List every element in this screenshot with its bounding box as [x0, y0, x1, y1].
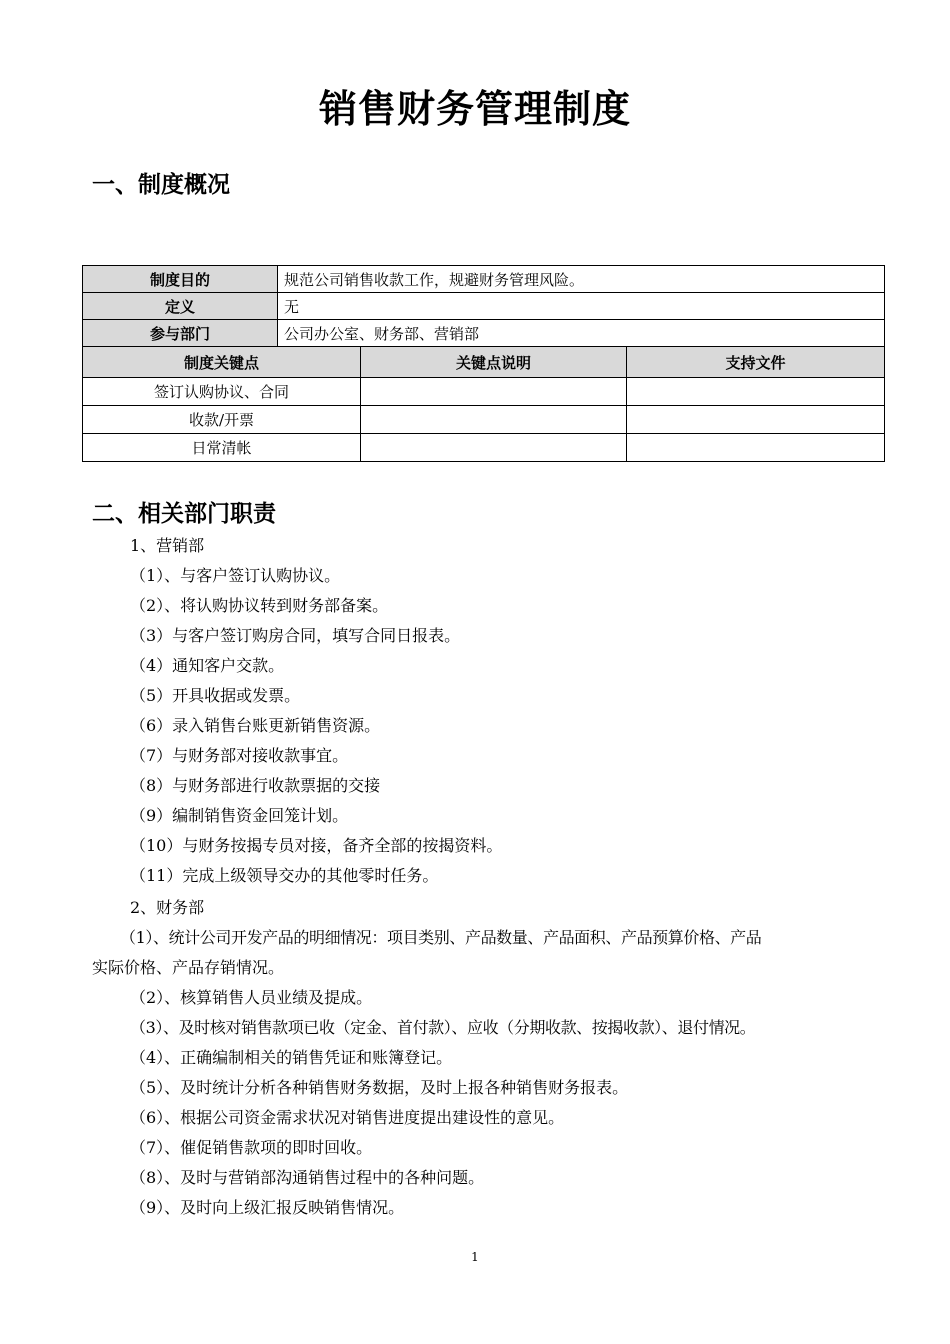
docs-cell [627, 434, 885, 462]
desc-cell [361, 406, 627, 434]
list-item-continuation: 实际价格、产品存销情况。 [92, 958, 285, 977]
list-item: （3）与客户签订购房合同，填写合同日报表。 [130, 626, 461, 645]
desc-cell [361, 434, 627, 462]
keypoint-cell: 日常清帐 [83, 434, 361, 462]
table-row [83, 293, 885, 320]
keypoint-cell: 签订认购协议、合同 [83, 378, 361, 406]
section-heading-responsibilities: 二、相关部门职责 [92, 501, 276, 527]
definition-value: 无 [278, 293, 885, 320]
list-item: （5）、及时统计分析各种销售财务数据，及时上报各种销售财务报表。 [130, 1078, 629, 1097]
list-item: （5）开具收据或发票。 [130, 686, 301, 705]
list-item: （4）通知客户交款。 [130, 656, 285, 675]
finance-dept-title: 2、财务部 [130, 898, 205, 917]
list-item: （6）、根据公司资金需求状况对销售进度提出建设性的意见。 [130, 1108, 565, 1127]
desc-cell [361, 378, 627, 406]
purpose-value: 规范公司销售收款工作，规避财务管理风险。 [278, 266, 885, 293]
document-title: 销售财务管理制度 [318, 87, 631, 131]
list-item: （10）与财务按揭专员对接，备齐全部的按揭资料。 [130, 836, 503, 855]
marketing-dept-title: 1、营销部 [130, 536, 205, 555]
page-number: 1 [471, 1250, 479, 1264]
list-item: （8）与财务部进行收款票据的交接 [130, 776, 381, 795]
list-item: （7）、催促销售款项的即时回收。 [130, 1138, 373, 1157]
table-row [83, 320, 885, 347]
list-item: （1）、统计公司开发产品的明细情况：项目类别、产品数量、产品面积、产品预算价格、产品 [120, 928, 762, 947]
col-desc-header: 关键点说明 [361, 347, 627, 378]
list-item: （6）录入销售台账更新销售资源。 [130, 716, 381, 735]
list-item: （8）、及时与营销部沟通销售过程中的各种问题。 [130, 1168, 485, 1187]
list-item: （2）、将认购协议转到财务部备案。 [130, 596, 389, 615]
departments-value: 公司办公室、财务部、营销部 [278, 320, 885, 347]
list-item: （11）完成上级领导交办的其他零时任务。 [130, 866, 439, 885]
keypoint-cell: 收款/开票 [83, 406, 361, 434]
overview-table-top [82, 265, 885, 347]
section-heading-overview: 一、制度概况 [92, 172, 230, 198]
list-item: （7）与财务部对接收款事宜。 [130, 746, 349, 765]
table-row [83, 406, 885, 434]
purpose-label: 制度目的 [83, 266, 278, 293]
table-header-row [83, 347, 885, 378]
table-row [83, 434, 885, 462]
list-item: （9）、及时向上级汇报反映销售情况。 [130, 1198, 405, 1217]
list-item: （9）编制销售资金回笼计划。 [130, 806, 349, 825]
col-docs-header: 支持文件 [627, 347, 885, 378]
table-row [83, 266, 885, 293]
table-row [83, 378, 885, 406]
col-keypoint-header: 制度关键点 [83, 347, 361, 378]
keypoints-table [82, 346, 885, 462]
list-item: （1）、与客户签订认购协议。 [130, 566, 341, 585]
list-item: （2）、核算销售人员业绩及提成。 [130, 988, 373, 1007]
docs-cell [627, 378, 885, 406]
docs-cell [627, 406, 885, 434]
definition-label: 定义 [83, 293, 278, 320]
list-item: （4）、正确编制相关的销售凭证和账簿登记。 [130, 1048, 453, 1067]
list-item: （3）、及时核对销售款项已收（定金、首付款）、应收（分期收款、按揭收款）、退付情况。 [130, 1018, 756, 1037]
departments-label: 参与部门 [83, 320, 278, 347]
